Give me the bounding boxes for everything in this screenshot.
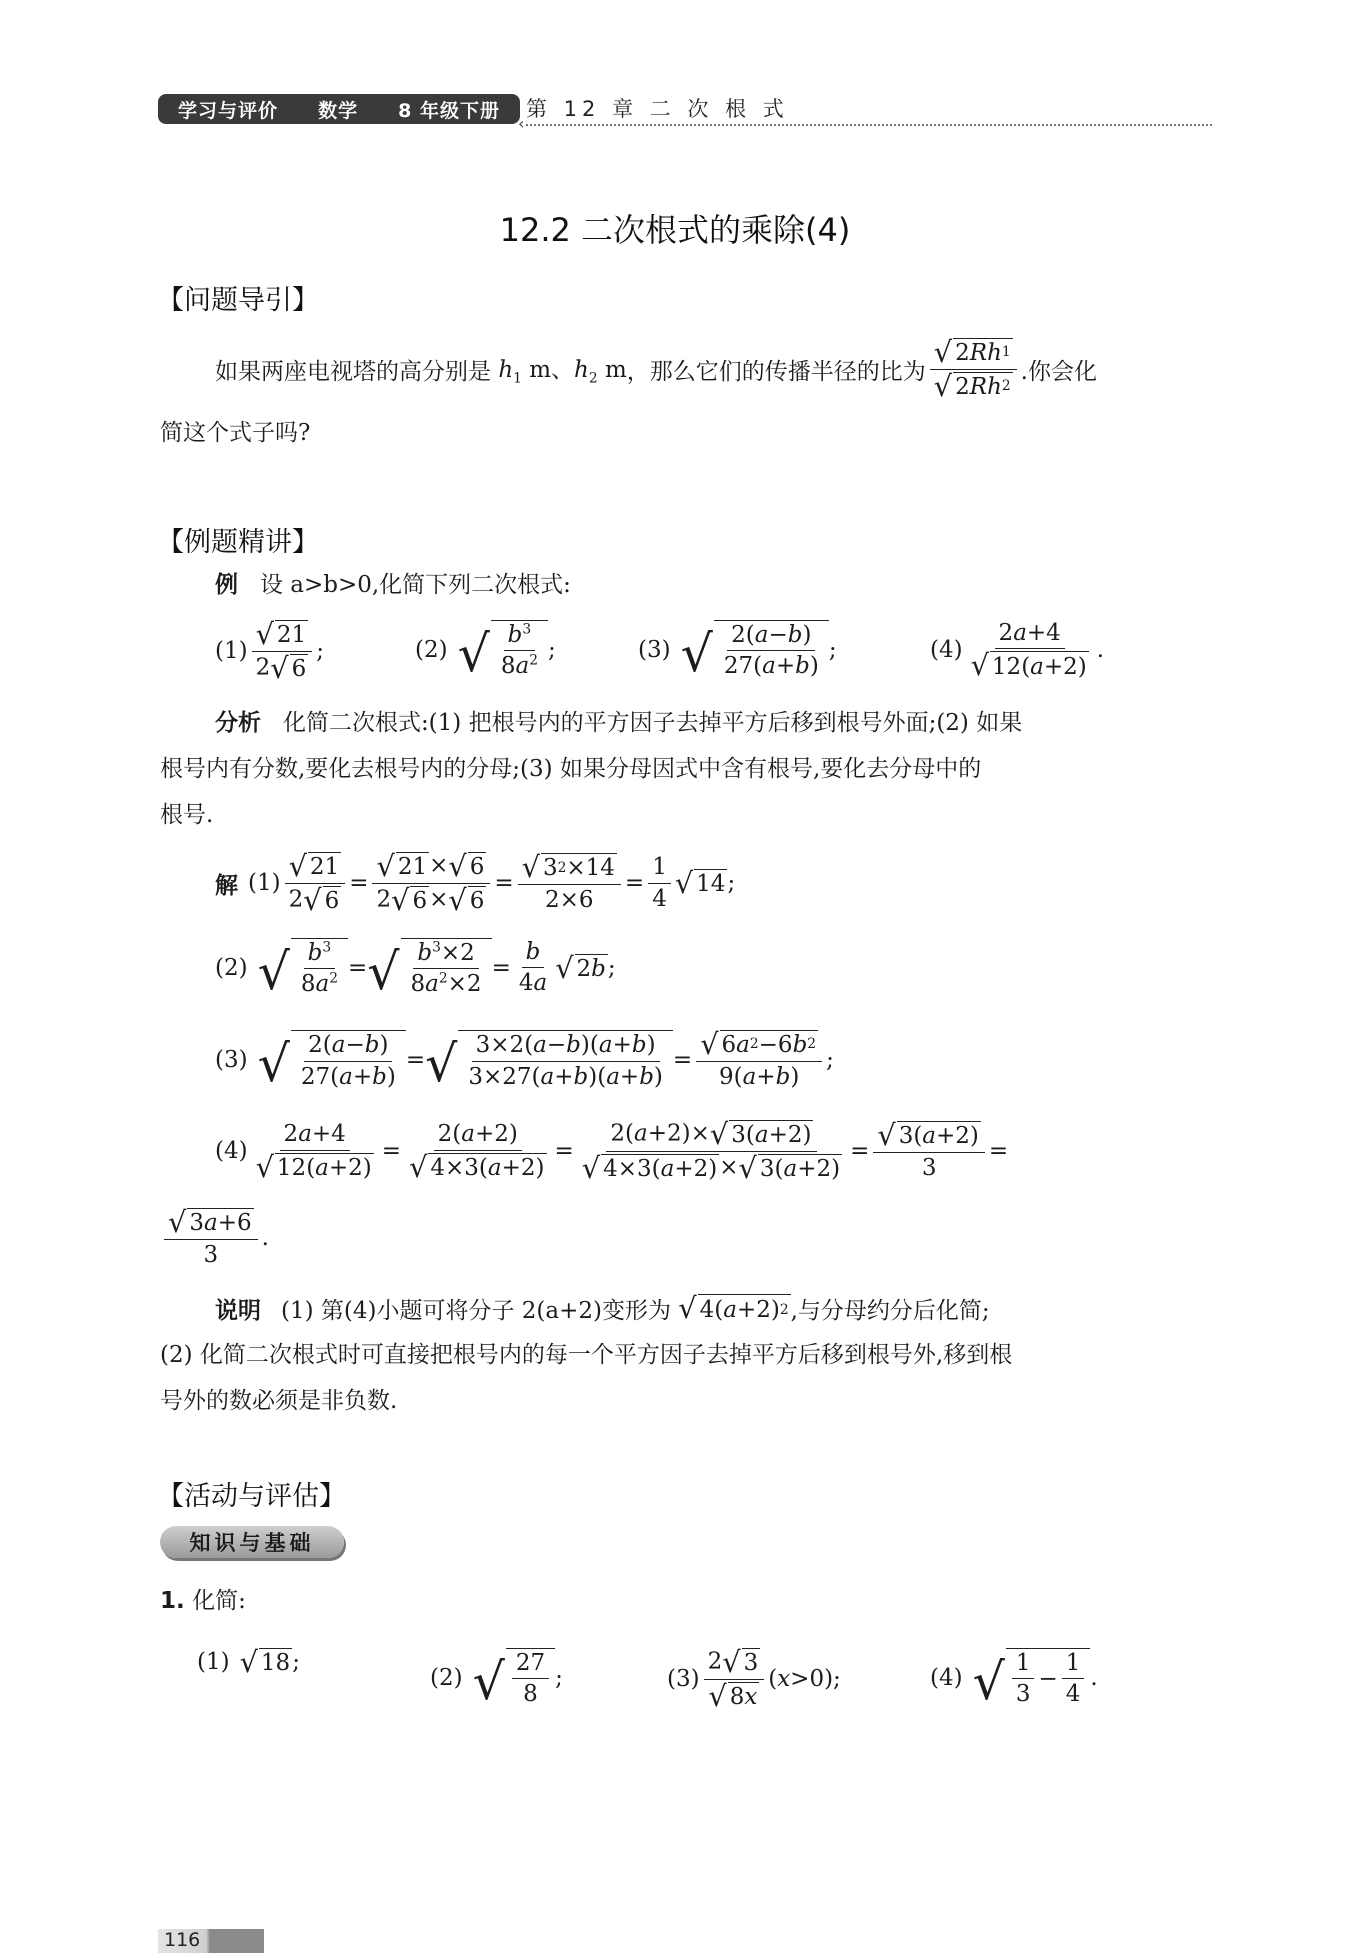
example-item-2: (2) √ $\frac{b^3}{8a^2}$ ; xyxy=(415,621,556,684)
header-grade: 8 年级下册 xyxy=(398,99,500,122)
section-intro-heading: 【问题导引】 xyxy=(157,285,319,316)
exercise-1-item-4: (4) √ $\frac{1}{3}$ − $\frac{1}{4}$ . xyxy=(930,1650,1098,1712)
exercise-1-item-3: (3) 2 √ 3 √ 8 x ( x >0); xyxy=(667,1645,841,1713)
page-number: 116 xyxy=(164,1929,201,1951)
header-chapter: 第 12 章 二 次 根 式 xyxy=(526,97,789,121)
page-title: 12.2 二次根式的乘除(4) xyxy=(499,211,851,249)
knowledge-basics-badge: 知识与基础 xyxy=(160,1526,344,1558)
header-book: 学习与评价 xyxy=(178,99,279,122)
note-line-1: 说明 (1) 第(4)小题可将分子 2(a+2)变形为 √ 4( a +2) 2 ,与分母约分后化简; xyxy=(215,1291,990,1326)
exercise-1-item-2: (2) √ $\frac{27}{8}$ ; xyxy=(430,1650,563,1712)
note-line-2: (2) 化简二次根式时可直接把根号内的每一个平方因子去掉平方后移到根号外,移到根 xyxy=(160,1342,1013,1368)
example-item-4: (4) 2a+4 √ 12( a +2) . xyxy=(930,620,1105,683)
header-arrow-icon: ‹ xyxy=(518,114,525,133)
intro-line-1: 如果两座电视塔的高分别是 $h_1$ m、$h_2$ m ，那么它们的传播半径的比为 √ 2 Rh 1 √ 2 Rh 2 .你会化 xyxy=(215,335,1097,403)
analysis-line-3: 根号. xyxy=(160,802,214,828)
solution-2: (2) √ $\frac{b^3}{8a^2}$ = √ $\frac{b^3\times 2}{8a^2\times 2}$ = $\frac{b}{4a}$ √ 2 b ; xyxy=(215,939,616,1002)
solution-3: (3) √ $\frac{2(a-b)}{27(a+b)}$ = √ $\frac{3\times 2(a-b)(a+b)}{3\times 27(a+b)(a+b)}$ = √ 6 a 2 −6 b 2 9(a+b) ; xyxy=(215,1027,834,1094)
example-item-3: (3) √ $\frac{2(a-b)}{27(a+b)}$ ; xyxy=(638,622,837,684)
header-divider xyxy=(526,124,1212,126)
solution-4: (4) 2a+4 √ 12( a +2) = 2(a+2) √ 4×3( a +2) = 2(a+2)× √ 3( a +2) √ 4×3( a +2) × √ 3( a +2) = √ 3( a +2) 3 = xyxy=(215,1117,1009,1185)
page-number-box xyxy=(158,1929,264,1953)
book-header-badge xyxy=(158,94,520,124)
analysis-line-2: 根号内有分数,要化去根号内的分母;(3) 如果分母因式中含有根号,要化去分母中的 xyxy=(160,756,982,782)
note-line-3: 号外的数必须是非负数. xyxy=(160,1388,398,1414)
solution-1: 解 (1) √ 21 2 √ 6 = √ 21 × √ 6 2 √ 6 × √ 6 = √ 3 2 ×14 2×6 = $\frac{1}{4}$ √ 14 ; xyxy=(215,849,736,917)
header-subject: 数学 xyxy=(318,99,359,122)
section-activities-heading: 【活动与评估】 xyxy=(157,1481,346,1512)
exercise-1-item-1: (1) √ 18 ; xyxy=(197,1645,300,1679)
example-item-1: (1) √ 21 2 √ 6 ; xyxy=(215,617,324,685)
intro-line-2: 简这个式子吗? xyxy=(160,420,311,446)
analysis-line-1: 分析 化简二次根式:(1) 把根号内的平方因子去掉平方后移到根号外面;(2) 如果 xyxy=(215,710,1023,736)
exercise-1-prompt: 1. 化简: xyxy=(160,1588,246,1614)
example-statement: 例 设 a>b>0,化简下列二次根式: xyxy=(215,572,571,598)
section-examples-heading: 【例题精讲】 xyxy=(157,527,319,558)
solution-4-result: √ 3 a +6 3 . xyxy=(160,1208,269,1268)
